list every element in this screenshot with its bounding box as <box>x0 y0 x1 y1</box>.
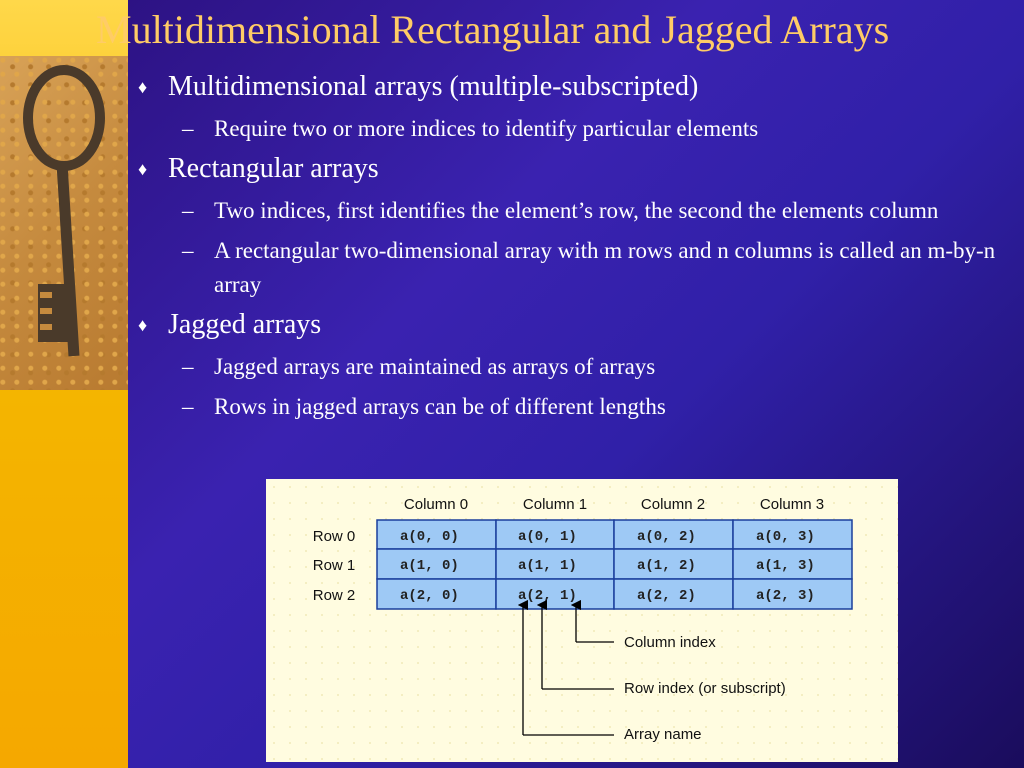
column-header: Column 2 <box>640 496 706 513</box>
column-header: Column 0 <box>403 496 469 513</box>
key-icon <box>0 56 128 390</box>
dash-bullet-icon: – <box>182 238 194 263</box>
cell-value: a(2, 0) <box>400 588 459 604</box>
row-label: Row 0 <box>312 528 356 545</box>
diamond-bullet-icon: ♦ <box>138 77 148 97</box>
cell-value: a(0, 0) <box>400 529 459 545</box>
sub-bullet-text: Require two or more indices to identify particular elements <box>214 116 759 141</box>
dash-bullet-icon: – <box>182 354 194 379</box>
slide-content <box>138 70 998 430</box>
column-header: Column 1 <box>522 496 588 513</box>
cell-value: a(2, 3) <box>756 588 815 604</box>
bullet-item <box>138 308 998 342</box>
bullet-item <box>138 152 998 186</box>
cell-value: a(1, 1) <box>518 558 577 574</box>
bullet-text: Jagged arrays <box>168 309 322 340</box>
slide-title: Multidimensional Rectangular and Jagged Arrays <box>96 7 890 52</box>
bullet-item <box>138 70 998 104</box>
cell-value: a(2, 2) <box>637 588 696 604</box>
sub-bullet-item <box>182 194 998 228</box>
bullet-text: Rectangular arrays <box>168 153 379 184</box>
array-diagram-svg <box>266 479 898 762</box>
bullet-text: Multidimensional arrays (multiple-subscripted) <box>168 71 699 102</box>
array-diagram <box>266 479 898 762</box>
dash-bullet-icon: – <box>182 394 194 419</box>
sub-bullet-text: Jagged arrays are maintained as arrays of arrays <box>214 354 656 379</box>
row-label: Row 2 <box>312 587 356 604</box>
cell-value: a(1, 0) <box>400 558 459 574</box>
sub-bullet-text: Rows in jagged arrays can be of different lengths <box>214 394 666 419</box>
cell-value: a(1, 2) <box>637 558 696 574</box>
sub-bullet-item <box>182 350 998 384</box>
dash-bullet-icon: – <box>182 198 194 223</box>
sub-bullet-text: Two indices, first identifies the element’s row, the second the elements column <box>214 198 939 223</box>
cell-value: a(0, 2) <box>637 529 696 545</box>
row-label: Row 1 <box>312 557 356 574</box>
column-header: Column 3 <box>759 496 825 513</box>
callout-column-index: Column index <box>624 634 716 651</box>
sub-bullet-item <box>182 390 998 424</box>
dash-bullet-icon: – <box>182 116 194 141</box>
cell-value: a(2, 1) <box>518 588 577 604</box>
key-image <box>0 56 128 390</box>
callout-row-index: Row index (or subscript) <box>624 680 786 697</box>
diamond-bullet-icon: ♦ <box>138 315 148 335</box>
sub-bullet-item <box>182 112 998 146</box>
sub-bullet-text: A rectangular two-dimensional array with m rows and n columns is called an m-by-n array <box>214 238 996 297</box>
cell-value: a(1, 3) <box>756 558 815 574</box>
cell-value: a(0, 1) <box>518 529 577 545</box>
sub-bullet-item <box>182 234 998 302</box>
callout-array-name: Array name <box>624 726 702 743</box>
cell-value: a(0, 3) <box>756 529 815 545</box>
diamond-bullet-icon: ♦ <box>138 159 148 179</box>
